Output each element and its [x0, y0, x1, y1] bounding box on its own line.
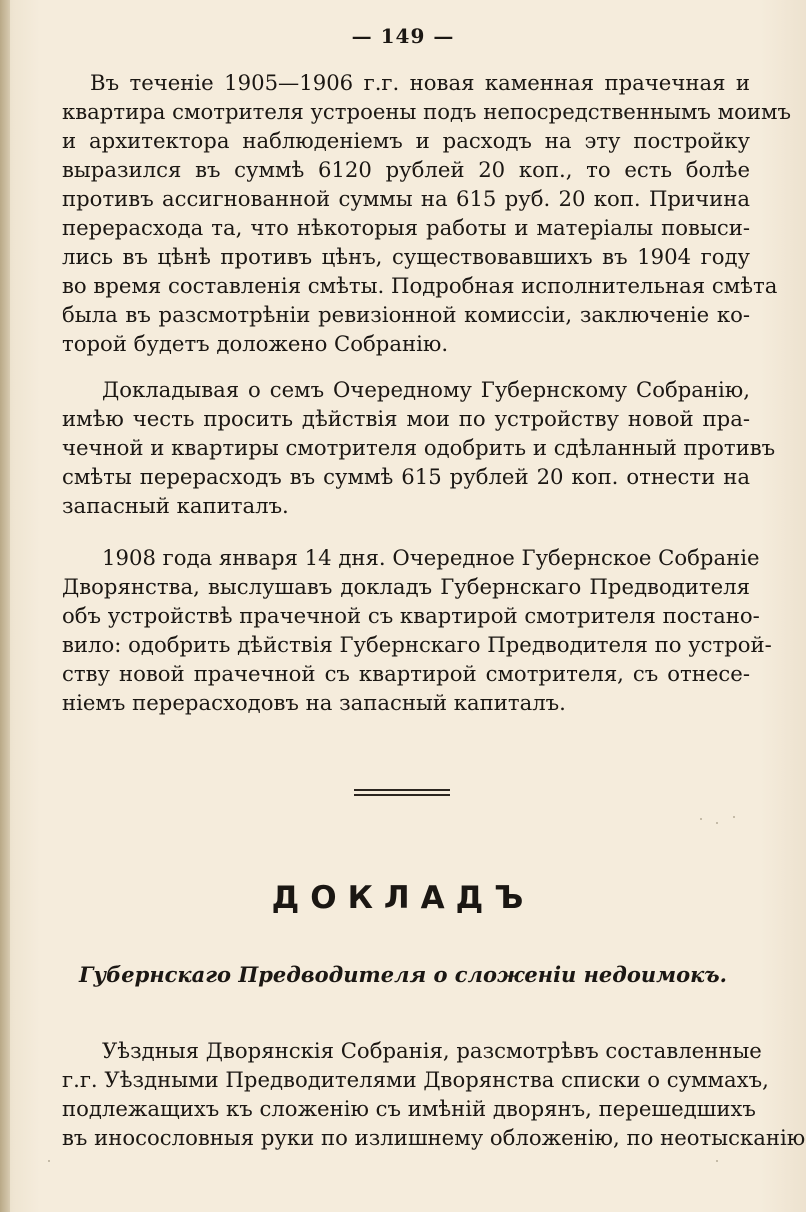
text-line: объ устройствѣ прачечной съ квартирой смотрителя постано-	[62, 603, 760, 628]
text-line: перерасхода та, что нѣкоторыя работы и матеріалы повыси-	[62, 215, 750, 240]
text-line: ству новой прачечной съ квартирой смотрителя, съ отнесе-	[62, 661, 750, 686]
text-line: имѣю честь просить дѣйствія мои по устройству новой пра-	[62, 406, 750, 431]
text-line: и архитектора наблюденіемъ и расходъ на эту постройку	[62, 128, 750, 153]
text-line: противъ ассигнованной суммы на 615 руб. 20 коп. Причина	[62, 186, 750, 211]
paragraph-request-approval	[62, 375, 776, 520]
page-number: — 149 —	[351, 24, 455, 48]
text-line: во время составленія смѣты. Подробная исполнительная смѣта	[62, 273, 778, 298]
scan-speck	[700, 818, 702, 820]
separator-rule-bottom	[354, 794, 450, 796]
text-line: г.г. Уѣздными Предводителями Дворянства списки о суммахъ,	[62, 1067, 769, 1092]
section-heading: ДОКЛАДЪ	[271, 880, 535, 916]
text-line: торой будетъ доложено Собранію.	[62, 331, 449, 356]
scan-speck	[733, 816, 735, 818]
section-subheading: Губернскаго Предводителя о сложеніи недоимокъ.	[79, 962, 727, 987]
text-line: Докладывая о семъ Очередному Губернскому Собранію,	[102, 377, 750, 402]
text-line: квартира смотрителя устроены подъ непосредственнымъ моимъ	[62, 99, 791, 124]
text-line: выразился въ суммѣ 6120 рублей 20 коп., то есть болѣе	[62, 157, 750, 182]
scan-speck	[716, 1160, 718, 1162]
scan-speck	[716, 822, 718, 824]
paragraph-laundry-construction	[62, 68, 791, 358]
text-line: Уѣздныя Дворянскія Собранія, разсмотрѣвъ составленные	[102, 1038, 762, 1063]
text-line: Въ теченіе 1905—1906 г.г. новая каменная прачечная и	[90, 70, 750, 95]
paragraph-arrears-report	[62, 1036, 806, 1152]
binding-edge	[0, 0, 10, 1212]
text-line: чечной и квартиры смотрителя одобрить и сдѣланный противъ	[62, 435, 776, 460]
paragraph-assembly-resolution	[62, 543, 772, 717]
text-line: вило: одобрить дѣйствія Губернскаго Предводителя по устрой-	[62, 632, 772, 657]
text-line: лись въ цѣнѣ противъ цѣнъ, существовавшихъ въ 1904 году	[62, 244, 750, 269]
text-line: запасный капиталъ.	[62, 493, 289, 518]
text-line: ніемъ перерасходовъ на запасный капиталъ.	[62, 690, 566, 715]
text-line: 1908 года января 14 дня. Очередное Губернское Собраніе	[102, 545, 760, 570]
text-line: въ иносословныя руки по излишнему обложенію, по неотысканію	[62, 1125, 806, 1150]
scan-speck	[48, 1160, 50, 1162]
text-line: Дворянства, выслушавъ докладъ Губернскаго Предводителя	[62, 574, 750, 599]
text-line: подлежащихъ къ сложенію съ имѣній дворянъ, перешедшихъ	[62, 1096, 756, 1121]
text-line: была въ разсмотрѣніи ревизіонной комиссіи, заключеніе ко-	[62, 302, 750, 327]
separator-rule-top	[354, 789, 450, 791]
text-line: смѣты перерасходъ въ суммѣ 615 рублей 20 коп. отнести на	[62, 464, 750, 489]
